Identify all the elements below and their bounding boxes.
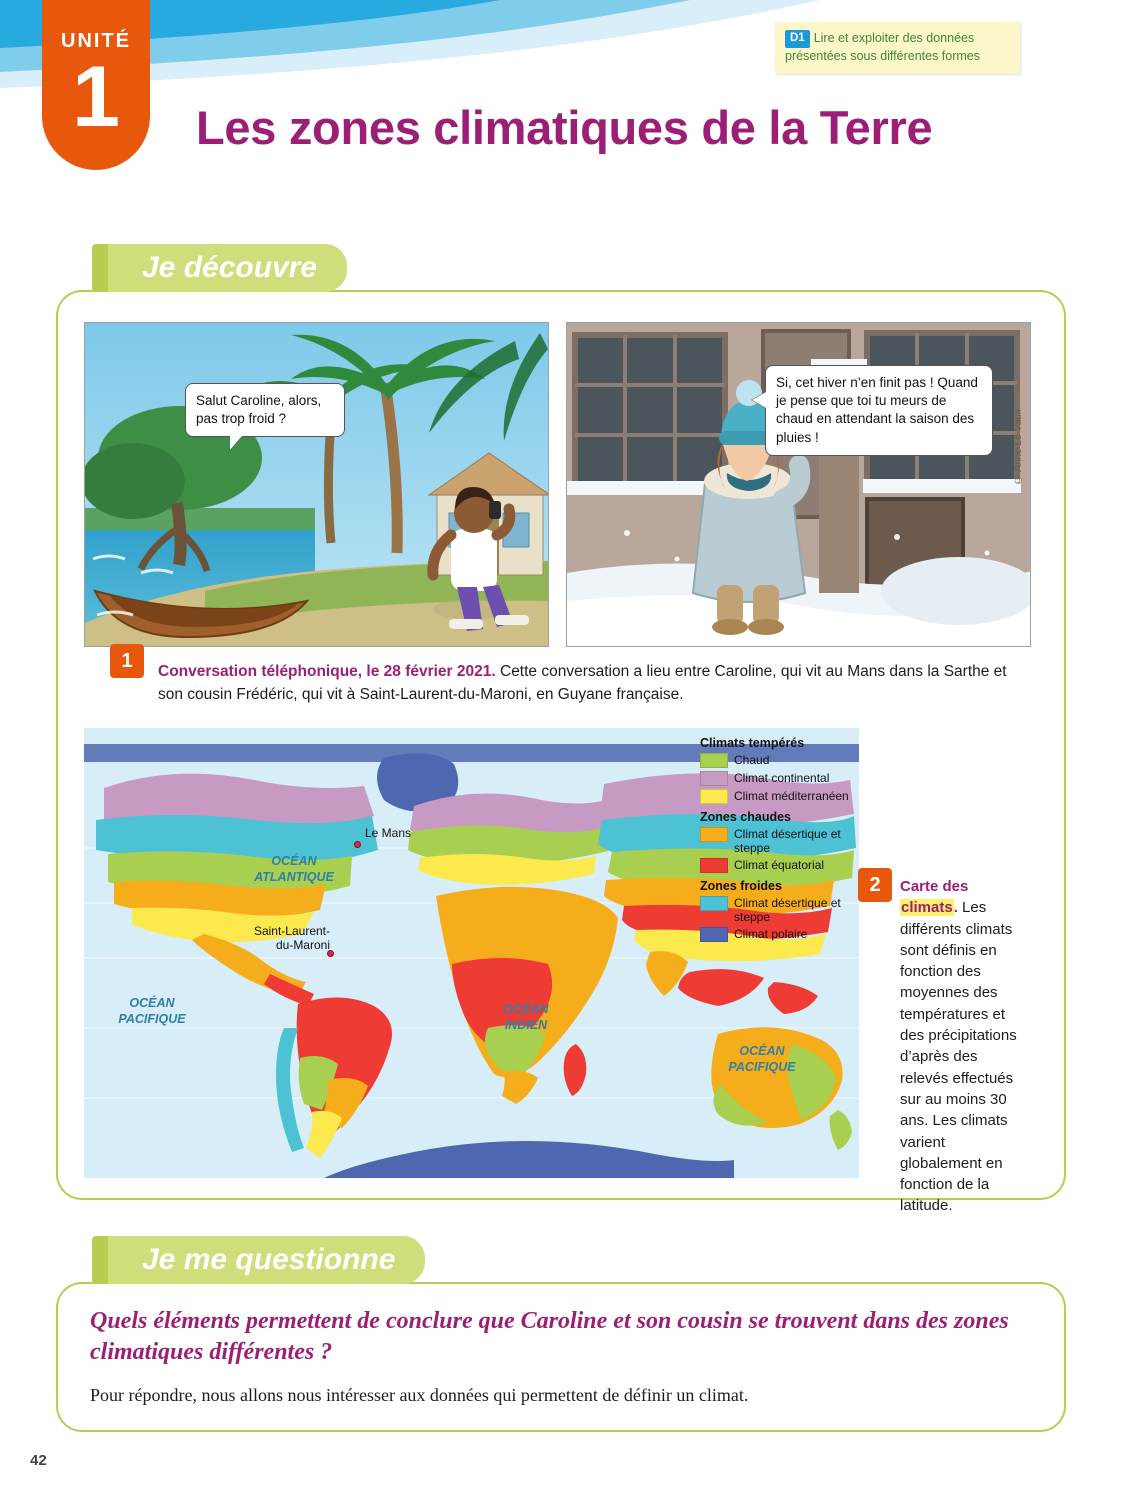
ocean-label-indien: OCÉAN INDIEN bbox=[503, 1002, 549, 1032]
legend-swatch bbox=[700, 789, 728, 804]
competence-badge: D1 bbox=[785, 30, 810, 48]
legend-label: Climat méditerranéen bbox=[734, 789, 849, 803]
map-legend bbox=[700, 736, 860, 945]
page-title: Les zones climatiques de la Terre bbox=[196, 101, 933, 154]
legend-label: Climat équatorial bbox=[734, 858, 825, 872]
legend-label: Chaud bbox=[734, 753, 770, 767]
legend-item bbox=[700, 896, 860, 924]
legend-item bbox=[700, 927, 860, 942]
illustrator-signature: © Anne Le Vaux bbox=[1013, 409, 1024, 485]
page-number: 42 bbox=[30, 1452, 47, 1469]
legend-item bbox=[700, 771, 860, 786]
legend-group-title: Climats tempérés bbox=[700, 736, 805, 750]
competence-text: Lire et exploiter des données présentées sous différentes formes bbox=[785, 31, 981, 63]
section-tab-decouvre: Je découvre bbox=[92, 244, 347, 292]
competence-note bbox=[775, 22, 1020, 74]
legend-label: Climat désertique et steppe bbox=[734, 827, 841, 855]
unit-tab bbox=[42, 0, 150, 170]
legend-label: Climat polaire bbox=[734, 927, 808, 941]
unit-label: UNITÉ bbox=[61, 30, 131, 52]
city-dot-le-mans bbox=[354, 841, 361, 848]
ocean-label-atlantique: OCÉAN ATLANTIQUE bbox=[254, 854, 334, 884]
doc-1-title: Conversation téléphonique, le 28 février 2021. bbox=[158, 663, 496, 680]
doc-1-caption bbox=[158, 660, 1020, 707]
comic-panel-winter bbox=[566, 322, 1031, 647]
city-label-le-mans: Le Mans bbox=[365, 826, 412, 840]
doc-2-caption bbox=[900, 876, 1026, 1217]
city-label-saint-laurent: Saint-Laurent- du-Maroni bbox=[253, 924, 330, 953]
doc-number-1: 1 bbox=[110, 644, 144, 678]
legend-group-title: Zones froides bbox=[700, 879, 782, 893]
section-tab-questionne: Je me questionne bbox=[92, 1236, 425, 1284]
legend-item bbox=[700, 858, 860, 873]
legend-swatch bbox=[700, 896, 728, 911]
doc-2-text: Les différents climats sont définis en fonction des moyennes des températures et des précipitations d’après des relevés effectués sur au moins 30 ans. Les climats varient globalement en fonction de la latitude. bbox=[900, 899, 1017, 1215]
legend-label: Climat continental bbox=[734, 771, 830, 785]
sub-question: Pour répondre, nous allons nous intéresser aux données qui permettent de définir un climat. bbox=[90, 1385, 749, 1405]
speech-bubble-caroline-call: Salut Caroline, alors, pas trop froid ? bbox=[185, 383, 345, 437]
legend-group-title: Zones chaudes bbox=[700, 810, 791, 824]
legend-item bbox=[700, 827, 860, 855]
ocean-label-pacifique-ouest: OCÉAN PACIFIQUE bbox=[118, 996, 186, 1026]
legend-label: Climat désertique et steppe bbox=[734, 896, 841, 924]
doc-2-title-highlight: climats bbox=[901, 899, 953, 917]
doc-1-text: Cette conversation a lieu entre Caroline, qui vit au Mans dans la Sarthe et son cousin Frédéric, qui vit à Saint-Laurent-du-Maroni, en Guyane française. bbox=[158, 663, 1007, 704]
legend-swatch bbox=[700, 753, 728, 768]
comic-panel-tropical bbox=[84, 322, 549, 647]
legend-swatch bbox=[700, 771, 728, 786]
doc-number-2: 2 bbox=[858, 868, 892, 902]
doc-2-title-a: Carte des bbox=[900, 878, 969, 895]
speech-bubble-frederic-reply: Si, cet hiver n’en finit pas ! Quand je pense que toi tu meurs de chaud en attendant la saison des pluies ! bbox=[765, 365, 993, 456]
legend-swatch bbox=[700, 927, 728, 942]
legend-item bbox=[700, 753, 860, 768]
legend-swatch bbox=[700, 858, 728, 873]
legend-item bbox=[700, 789, 860, 804]
legend-swatch bbox=[700, 827, 728, 842]
doc-2-title-b: . bbox=[953, 899, 958, 917]
ocean-label-pacifique-est: OCÉAN PACIFIQUE bbox=[728, 1044, 796, 1074]
unit-number: 1 bbox=[72, 49, 120, 145]
main-question: Quels éléments permettent de conclure que Caroline et son cousin se trouvent dans des zones climatiques différentes ? bbox=[90, 1308, 1009, 1365]
